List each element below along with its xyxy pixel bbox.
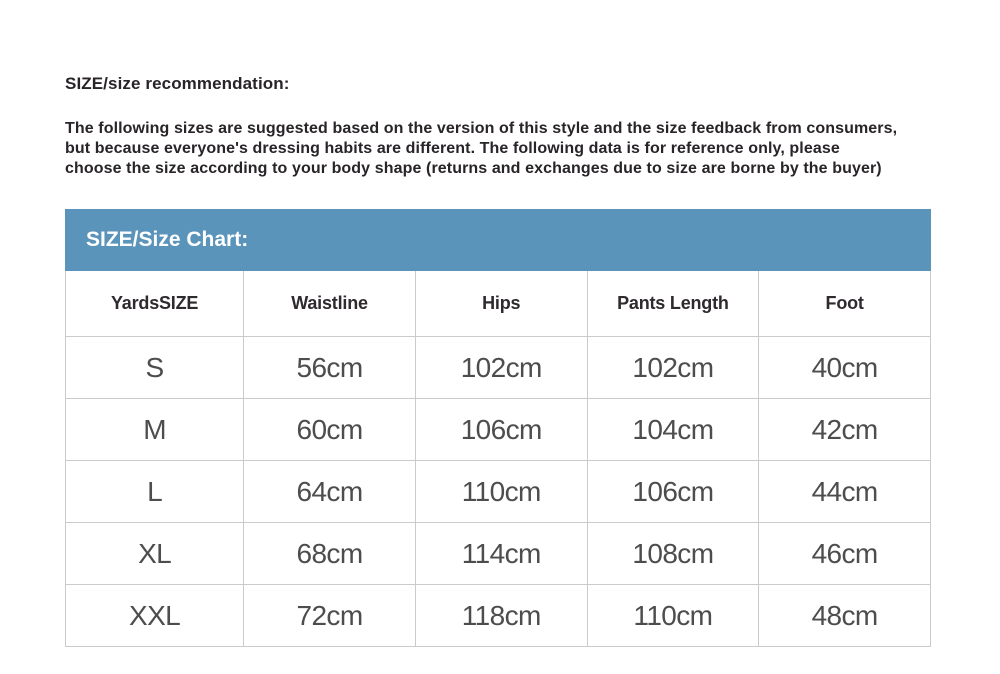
measurement-cell: 56cm	[244, 337, 416, 399]
size-chart-title: SIZE/Size Chart:	[86, 228, 249, 251]
table-row	[66, 337, 931, 399]
table-row	[66, 461, 931, 523]
measurement-cell: 60cm	[244, 399, 416, 461]
measurement-cell: 68cm	[244, 523, 416, 585]
measurement-cell: 44cm	[759, 461, 931, 523]
measurement-cell: 110cm	[415, 461, 587, 523]
description-line-2: but because everyone's dressing habits are different. The following data is for reference only, please	[65, 140, 840, 157]
measurement-cell: 106cm	[587, 461, 759, 523]
size-label-cell: S	[66, 337, 244, 399]
column-header: YardsSIZE	[66, 271, 244, 337]
column-header: Foot	[759, 271, 931, 337]
column-header: Waistline	[244, 271, 416, 337]
description-line-3: choose the size according to your body shape (returns and exchanges due to size are borne by the buyer)	[65, 160, 882, 177]
measurement-cell: 114cm	[415, 523, 587, 585]
size-recommendation-text	[65, 119, 935, 179]
measurement-cell: 106cm	[415, 399, 587, 461]
table-header-row	[66, 271, 931, 337]
measurement-cell: 108cm	[587, 523, 759, 585]
size-label-cell: XXL	[66, 585, 244, 647]
measurement-cell: 110cm	[587, 585, 759, 647]
size-label-cell: L	[66, 461, 244, 523]
measurement-cell: 104cm	[587, 399, 759, 461]
measurement-cell: 40cm	[759, 337, 931, 399]
size-label-cell: M	[66, 399, 244, 461]
measurement-cell: 102cm	[415, 337, 587, 399]
size-chart-table	[65, 271, 931, 647]
size-recommendation-heading: SIZE/size recommendation:	[65, 74, 290, 93]
measurement-cell: 102cm	[587, 337, 759, 399]
measurement-cell: 42cm	[759, 399, 931, 461]
description-line-1: The following sizes are suggested based on the version of this style and the size feedback from consumers,	[65, 120, 898, 137]
measurement-cell: 64cm	[244, 461, 416, 523]
measurement-cell: 72cm	[244, 585, 416, 647]
table-row	[66, 399, 931, 461]
measurement-cell: 46cm	[759, 523, 931, 585]
size-label-cell: XL	[66, 523, 244, 585]
table-row	[66, 585, 931, 647]
measurement-cell: 48cm	[759, 585, 931, 647]
size-chart	[65, 209, 931, 647]
measurement-cell: 118cm	[415, 585, 587, 647]
column-header: Pants Length	[587, 271, 759, 337]
table-row	[66, 523, 931, 585]
size-chart-title-bar	[65, 209, 931, 271]
column-header: Hips	[415, 271, 587, 337]
